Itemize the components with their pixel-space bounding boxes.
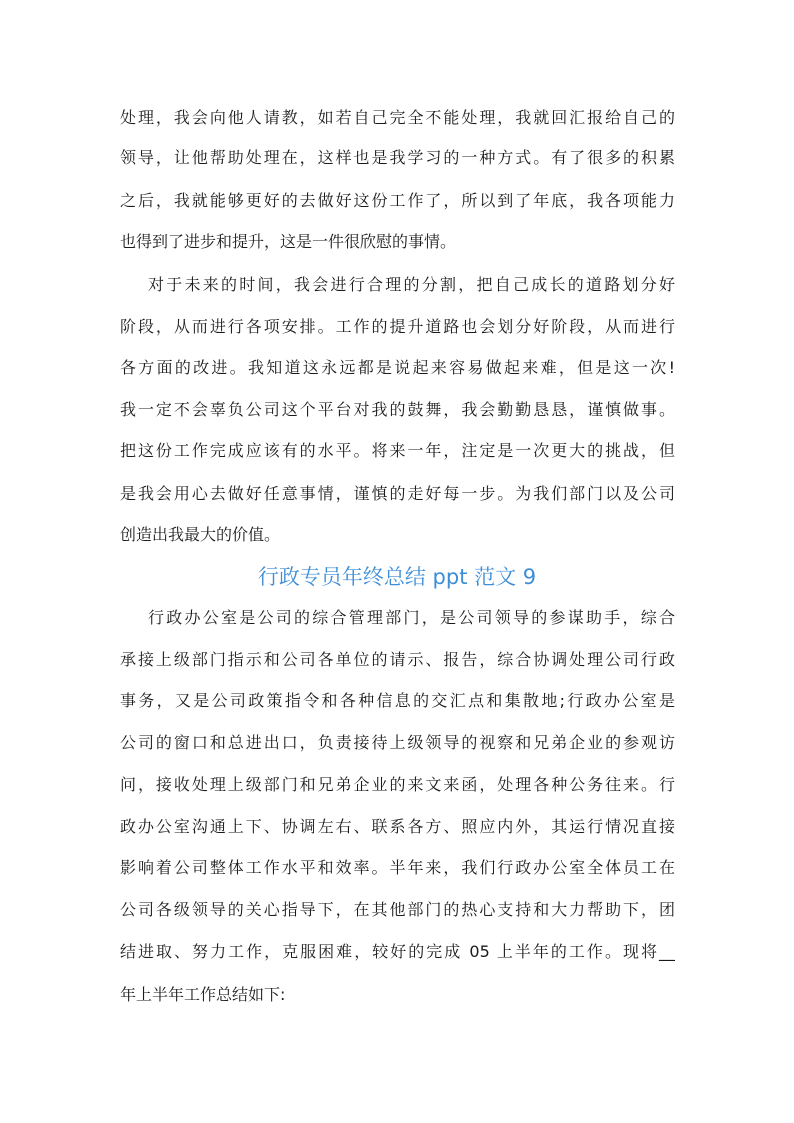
paragraph-line: 之后，我就能够更好的去做好这份工作了，所以到了年底，我各项能力 [120, 191, 675, 210]
paragraph-line: 政办公室沟通上下、协调左右、联系各方、照应内外，其运行情况直接 [120, 817, 675, 836]
paragraph-line: 问，接收处理上级部门和兄弟企业的来文来函，处理各种公务往来。行 [120, 775, 675, 794]
paragraph-line: 承接上级部门指示和公司各单位的请示、报告，综合协调处理公司行政 [120, 650, 675, 669]
paragraph-line: 事务，又是公司政策指令和各种信息的交汇点和集散地;行政办公室是 [120, 691, 675, 710]
paragraph-line: 公司各级领导的关心指导下，在其他部门的热心支持和大力帮助下，团 [120, 900, 675, 919]
paragraph-line: 我一定不会辜负公司这个平台对我的鼓舞，我会勤勤恳恳，谨慎做事。 [120, 400, 675, 419]
paragraph-line: 结进取、努力工作，克服困难，较好的完成 05 上半年的工作。现将__ [120, 942, 675, 961]
paragraph-line: 对于未来的时间，我会进行合理的分割，把自己成长的道路划分好 [148, 275, 675, 294]
paragraph-line: 创造出我最大的价值。 [120, 525, 281, 544]
paragraph-line: 把这份工作完成应该有的水平。将来一年，注定是一次更大的挑战，但 [120, 441, 675, 460]
paragraph-line: 也得到了进步和提升，这是一件很欣慰的事情。 [120, 232, 457, 251]
paragraph-line: 年上半年工作总结如下: [120, 985, 286, 1004]
paragraph-line: 领导，让他帮助处理在，这样也是我学习的一种方式。有了很多的积累 [120, 148, 675, 167]
paragraph-line: 各方面的改进。我知道这永远都是说起来容易做起来难，但是这一次! [120, 358, 675, 377]
paragraph-line: 阶段，从而进行各项安排。工作的提升道路也会划分好阶段，从而进行 [120, 317, 675, 336]
paragraph-line: 行政办公室是公司的综合管理部门，是公司领导的参谋助手，综合 [148, 608, 675, 627]
section-heading: 行政专员年终总结 ppt 范文 9 [257, 565, 537, 589]
paragraph-line: 是我会用心去做好任意事情，谨慎的走好每一步。为我们部门以及公司 [120, 484, 675, 503]
paragraph-line: 公司的窗口和总进出口，负责接待上级领导的视察和兄弟企业的参观访 [120, 733, 675, 752]
paragraph-line: 影响着公司整体工作水平和效率。半年来，我们行政办公室全体员工在 [120, 858, 675, 877]
paragraph-line: 处理，我会向他人请教，如若自己完全不能处理，我就回汇报给自己的 [120, 108, 675, 127]
